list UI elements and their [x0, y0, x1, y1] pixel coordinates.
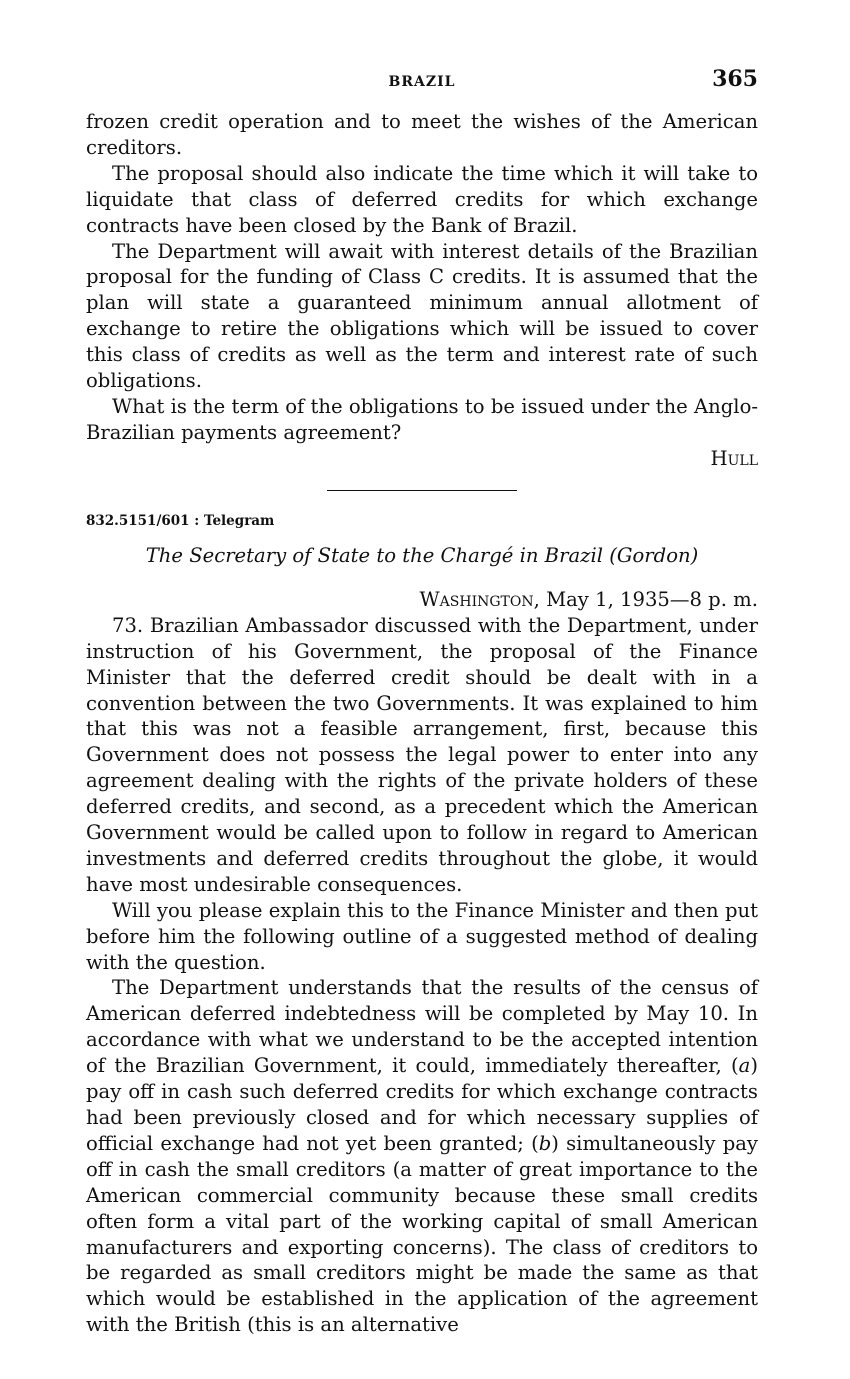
telegram-paragraph: Will you please explain this to the Finance Minister and then put before him the following outline of a suggested method of dealing with the question. — [86, 898, 758, 974]
paragraph-text: The Department understands that the results of the census of American deferred indebtedness will be completed by May 10. In accordance with what we understand to be the accepted intention of the Brazilian Government, it could, immediately thereafter, — [86, 976, 758, 1078]
list-marker: b — [538, 1131, 552, 1155]
heading-name: Gordon — [616, 543, 691, 567]
dateline — [86, 587, 758, 613]
paragraph-text: simultaneously pay off in cash the small creditors (a matter of great importance to the American commercial community because these small credits often form a vital part of the working capital of small American manufacturers and exporting concerns). The class of creditors to be regarded as small creditors might be made the same as that which would be established in the application of the agreement with the British (this is an alternative — [86, 1131, 758, 1337]
file-reference: 832.5151/601 : Telegram — [86, 512, 275, 529]
telegram-paragraph: 73. Brazilian Ambassador discussed with the Department, under instruction of his Government, the proposal of the Finance Minister that the deferred credit should be dealt with in a convention between the two Governments. It was explained to him that this was not a feasible arrangement, first, because this Government does not possess the legal power to enter into any agreement dealing with the rights of the private holders of these deferred credits, and second, as a precedent which the American Government would be called upon to follow in regard to American investments and deferred credits throughout the globe, it would have most undesirable consequences. — [86, 613, 758, 896]
list-marker: a — [738, 1054, 751, 1078]
paragraph-text: pay off in cash such deferred credits for which exchange contracts had been previously closed and for which necessary supplies of official exchange had not yet been granted; — [86, 1080, 758, 1155]
body-paragraph: What is the term of the obligations to be issued under the Anglo-Brazilian payments agreement? — [86, 394, 758, 444]
heading-main: The Secretary of State to the Chargé in Brazil — [145, 543, 603, 567]
running-title: BRAZIL — [388, 74, 456, 90]
body-paragraph: The proposal should also indicate the time which it will take to liquidate that class of deferred credits for which exchange contracts have been closed by the Bank of Brazil. — [86, 161, 758, 237]
dateline-date: May 1, 1935—8 p. m. — [546, 587, 758, 611]
running-header — [86, 66, 758, 100]
section-divider — [327, 490, 517, 491]
body-paragraph: The Department will await with interest details of the Brazilian proposal for the funding of Class C credits. It is assumed that the plan will state a guaranteed minimum annual allotment of exchange to retire the obligations which will be issued to cover this class of credits as well as the term and interest rate of such obligations. — [86, 239, 758, 393]
document-page — [86, 66, 758, 1338]
signature: Hull — [710, 446, 758, 470]
document-heading: The Secretary of State to the Chargé in Brazil (Gordon) — [145, 543, 699, 567]
page-number: 365 — [712, 66, 758, 92]
telegram-paragraph: The Department understands that the results of the census of American deferred indebtedness will be completed by May 10. In accordance with what we understand to be the accepted intention of the Brazilian Government, it could, immediately thereafter, (a) pay off in cash such deferred credits for which exchange contracts had been previously closed and for which necessary supplies of official exchange had not yet been granted; (b) simultaneously pay off in cash the small creditors (a matter of great importance to the American commercial community because these small credits often form a vital part of the working capital of small American manufacturers and exporting concerns). The class of creditors to be regarded as small creditors might be made the same as that which would be established in the application of the agreement with the British (this is an alternative — [86, 976, 758, 1337]
continued-paragraph: frozen credit operation and to meet the wishes of the American creditors. — [86, 110, 758, 159]
dateline-place: Washington, — [419, 587, 540, 611]
